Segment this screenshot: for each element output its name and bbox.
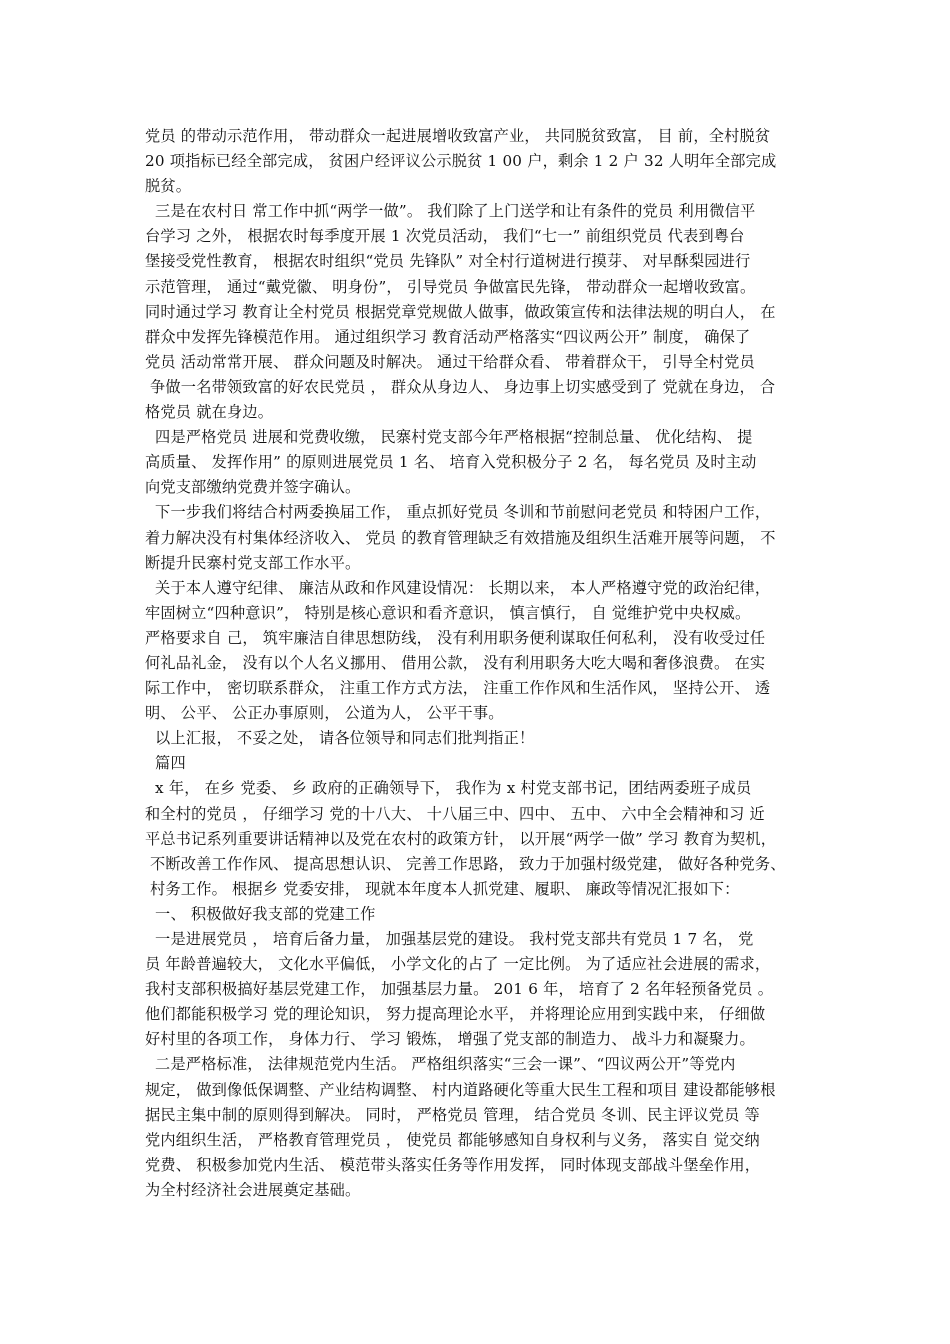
text-line: 三是在农村日 常工作中抓“两学一做”。 我们除了上门送学和让有条件的党员 利用微信平 — [145, 202, 756, 221]
text-line: 我村支部积极搞好基层党建工作， 加强基层力量。 201 6 年， 培育了 2 名年轻预备党员 。 — [145, 980, 774, 999]
text-line: 为全村经济社会进展奠定基础。 — [145, 1180, 361, 1199]
text-line: 党内组织生活， 严格教育管理党员 ， 使党员 都能够感知自身权利与义务， 落实自 觉交纳 — [145, 1130, 760, 1149]
text-line: 明、 公平、 公正办事原则， 公道为人， 公平干事。 — [145, 704, 504, 723]
text-line: 脱贫。 — [145, 177, 192, 196]
text-line: 20 项指标已经全部完成， 贫困户经评议公示脱贫 1 00 户，剩余 1 2 户 32 人明年全部完成 — [145, 152, 777, 171]
text-line: 一、 积极做好我支部的党建工作 — [145, 904, 376, 923]
text-line: 四是严格党员 进展和党费收缴， 民寨村党支部今年严格根据“控制总量、 优化结构、 提 — [145, 428, 753, 447]
text-line: 据民主集中制的原则得到解决。 同时， 严格党员 管理， 结合党员 冬训、民主评议党员 等 — [145, 1105, 760, 1124]
text-line: 群众中发挥先锋模范作用。 通过组织学习 教育活动严格落实“四议两公开” 制度， 确保了 — [145, 327, 751, 346]
text-line: 争做一名带领致富的好农民党员 ， 群众从身边人、 身边事上切实感受到了 党就在身边， 合 — [145, 377, 776, 396]
text-line: 下一步我们将结合村两委换届工作， 重点抓好党员 冬训和节前慰问老党员 和特困户工作， — [145, 503, 771, 522]
text-line: 规定， 做到像低保调整、产业结构调整、 村内道路硬化等重大民生工程和项目 建设都能够根 — [145, 1080, 776, 1099]
text-line: 严格要求自 己， 筑牢廉洁自律思想防线， 没有利用职务便利谋取任何私利， 没有收受过任 — [145, 628, 766, 647]
text-line: 党员 的带动示范作用， 带动群众一起进展增收致富产业， 共同脱贫致富， 目 前，全村脱贫 — [145, 127, 771, 145]
text-line: 和全村的党员 ， 仔细学习 党的十八大、 十八届三中、四中、 五中、 六中全会精神和习 近 — [145, 804, 765, 823]
text-line: 关于本人遵守纪律、 廉洁从政和作风建设情况： 长期以来， 本人严格遵守党的政治纪律， — [145, 578, 771, 597]
text-line: 好村里的各项工作， 身体力行、 学习 锻炼， 增强了党支部的制造力、 战斗力和凝聚力。 — [145, 1030, 755, 1049]
text-line: 一是进展党员 ， 培育后备力量， 加强基层党的建设。 我村党支部共有党员 1 7 名， 党 — [145, 930, 754, 948]
text-line: 同时通过学习 教育让全村党员 根据党章党规做人做事，做政策宣传和法律法规的明白人， 在 — [145, 302, 776, 321]
text-line: 二是严格标准， 法律规范党内生活。 严格组织落实“三会一课”、“四议两公开”等党内 — [145, 1055, 736, 1074]
text-line: 不断改善工作作风、 提高思想认识、 完善工作思路， 致力于加强村级党建， 做好各种党务、 — [145, 854, 786, 873]
text-line: 向党支部缴纳党费并签字确认。 — [145, 478, 361, 497]
text-line: 员 年龄普遍较大， 文化水平偏低， 小学文化的占了 一定比例。 为了适应社会进展的需求， — [145, 955, 771, 974]
text-line: 着力解决没有村集体经济收入、 党员 的教育管理缺乏有效措施及组织生活难开展等问题， 不 — [145, 528, 776, 547]
text-line: 高质量、 发挥作用” 的原则进展党员 1 名、 培育入党积极分子 2 名， 每名党员 及时主动 — [145, 453, 757, 472]
text-line: 格党员 就在身边。 — [145, 403, 274, 422]
text-line: 堡接受党性教育， 根据农时组织“党员 先锋队” 对全村行道树进行摸芽、 对早酥梨园进行 — [145, 252, 751, 271]
text-line: 党员 活动常常开展、 群众问题及时解决。 通过干给群众看、 带着群众干， 引导全村党员 — [145, 352, 755, 371]
text-line: 村务工作。 根据乡 党委安排， 现就本年度本人抓党建、履职、 廉政等情况汇报如下： — [145, 879, 740, 898]
text-line: 牢固树立“四种意识”， 特别是核心意识和看齐意识， 慎言慎行， 自 觉维护党中央权威。 — [145, 603, 751, 622]
text-line: 何礼品礼金， 没有以个人名义挪用、 借用公款， 没有利用职务大吃大喝和奢侈浪费。 在实 — [145, 653, 766, 672]
text-line: 断提升民寨村党支部工作水平。 — [145, 553, 361, 572]
text-line: 党费、 积极参加党内生活、 模范带头落实任务等作用发挥， 同时体现支部战斗堡垒作用， — [145, 1155, 761, 1174]
text-line: 他们都能积极学习 党的理论知识， 努力提高理论水平， 并将理论应用到实践中来， 仔细做 — [145, 1005, 766, 1024]
text-line: 篇四 — [145, 754, 186, 773]
text-line: 台学习 之外， 根据农时每季度开展 1 次党员活动， 我们“七一” 前组织党员 代表到粤台 — [145, 227, 745, 246]
text-line: 际工作中， 密切联系群众， 注重工作方式方法， 注重工作作风和生活作风， 坚持公开、 透 — [145, 679, 771, 698]
document-body — [145, 124, 817, 1203]
text-line: 平总书记系列重要讲话精神以及党在农村的政策方针， 以开展“两学一做” 学习 教育为契机， — [145, 829, 777, 848]
text-line: x 年， 在乡 党委、 乡 政府的正确领导下， 我作为 x 村党支部书记，团结两委班子成员 — [145, 779, 752, 798]
text-line: 以上汇报， 不妥之处， 请各位领导和同志们批判指正！ — [145, 729, 535, 748]
text-line: 示范管理， 通过“戴党徽、 明身份”， 引导党员 争做富民先锋， 带动群众一起增收致富。 — [145, 277, 756, 296]
